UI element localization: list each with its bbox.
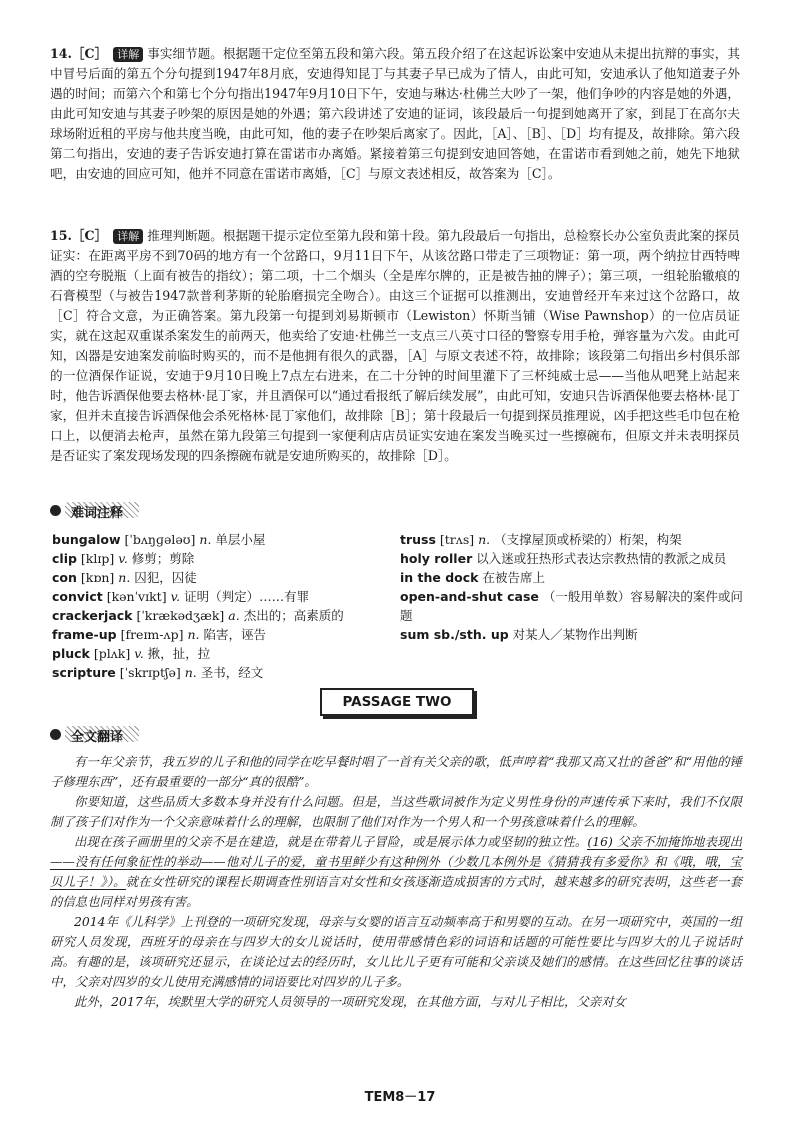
vocab-def: 单层小屋	[215, 532, 266, 547]
vocab-entry	[400, 530, 745, 549]
vocab-def: 在被告席上	[482, 570, 545, 585]
vocab-pos: v.	[170, 589, 181, 604]
page-footer: TEM8－17	[364, 1090, 436, 1105]
vocab-def: 修剪；剪除	[131, 551, 195, 566]
vocab-pos: v.	[118, 551, 128, 566]
translation-body	[50, 752, 742, 1012]
vocab-def: 揪，扯，拉	[147, 646, 211, 661]
vocab-pos: a.	[228, 608, 240, 623]
vocab-heading-label: 难词注释	[65, 502, 139, 518]
translation-heading	[50, 726, 139, 745]
vocab-def: 对某人／某物作出判断	[512, 627, 638, 642]
vocab-entry	[52, 606, 392, 625]
vocab-phon: [freɪm-ʌp]	[120, 627, 184, 642]
vocab-def: （一般用单数）容易解决的案件或问题	[400, 589, 743, 623]
vocab-pos: n.	[118, 570, 131, 585]
vocab-word: truss	[400, 532, 436, 547]
vocab-entry	[400, 625, 745, 644]
vocab-pos: n.	[199, 532, 212, 547]
translation-paragraph	[50, 832, 742, 912]
vocab-def: 证明（判定）……有罪	[184, 589, 310, 604]
vocab-pos: n.	[184, 665, 197, 680]
vocab-def: 圣书，经文	[200, 665, 264, 680]
vocab-phon: [trʌs]	[439, 532, 475, 547]
vocab-word: scripture	[52, 665, 116, 680]
vocab-heading	[50, 502, 139, 521]
vocab-def: 陷害，诬告	[203, 627, 266, 642]
vocab-word: frame-up	[52, 627, 117, 642]
detail-tag: 详解	[113, 229, 143, 244]
vocab-entry	[400, 587, 745, 625]
translation-sentence: 就在女性研究的课程长期调查性别语言对女性和女孩逐渐造成损害的方式时，越来越多的研究表明，这些老一套的信息也同样对男孩有害。	[50, 874, 743, 909]
vocab-def: 囚犯，囚徒	[134, 570, 197, 585]
vocab-def: 以入迷或狂热形式表达宗教热情的教派之成员	[476, 551, 727, 566]
vocab-entry	[52, 625, 392, 644]
translation-sentence: 出现在孩子画册里的父亲不是在建造，就是在带着儿子冒险，或是展示体力或坚韧的独立性。	[74, 834, 588, 849]
vocab-entry	[52, 644, 392, 663]
detail-tag: 详解	[113, 47, 143, 62]
vocab-phon: [klɪp]	[80, 551, 115, 566]
vocab-entry	[52, 587, 392, 606]
vocab-list-left	[52, 530, 392, 682]
vocab-phon: [ˈbʌŋɡələʊ]	[124, 532, 196, 547]
bullet-icon	[50, 729, 61, 740]
translation-paragraph: 有一年父亲节，我五岁的儿子和他的同学在吃早餐时唱了一首有关父亲的歌，低声哼着“我那又高又壮的爸爸”和“用他的锤子修理东西”，还有最重要的一部分“真的很酷”。	[50, 754, 742, 789]
vocab-word: holy roller	[400, 551, 473, 566]
vocab-word: sum sb./sth. up	[400, 627, 509, 642]
vocab-entry	[400, 568, 745, 587]
vocab-word: in the dock	[400, 570, 479, 585]
vocab-pos: n.	[478, 532, 491, 547]
vocab-phon: [ˈkrækədʒæk]	[136, 608, 225, 623]
answer-explanation: 事实细节题。根据题干定位至第五段和第六段。第五段介绍了在这起诉讼案中安迪从未提出抗辩的事实，其中冒号后面的第五个分句提到1947年8月底，安迪得知昆丁与其妻子早已成为了情人，由此可知，安迪承认了他知道妻子外遇的时间；而第六个和第七个分句指出1947年9月10日下午，安迪与琳达·杜佛兰大吵了一架，他们争吵的内容是她的外遇，由此可知安迪与其妻子吵架的原因是她的外遇；第六段讲述了安迪的证词，该段最后一句提到她离开了家，到昆丁在高尔夫球场附近租的平房与他共度当晚，由此可知，他的妻子在吵架后离家了。因此，［A］、［B］、［D］均有提及，故排除。第六段第二句指出，安迪的妻子告诉安迪打算在雷诺市办离婚。紧接着第三句提到安迪回答她，在雷诺市看到她之前，她先下地狱吧，由安迪的回应可知，他并不同意在雷诺市离婚，［C］与原文表述相反，故答案为［C］。	[50, 46, 741, 181]
passage-title: PASSAGE TWO	[320, 688, 474, 716]
underlined-sentence-16: (16) 父亲不加掩饰地表现出——没有任何象征性的举动——他对儿子的爱，童书里鲜少有这种例外（少数几本例外是《猜猜我有多爱你》和《哦，哦，宝贝儿子！》）。	[50, 834, 743, 889]
vocab-phon: [kɒn]	[80, 570, 115, 585]
translation-paragraph: 此外，2017年，埃默里大学的研究人员领导的一项研究发现，在其他方面，与对儿子相比，父亲对女	[74, 994, 626, 1009]
vocab-phon: [kənˈvɪkt]	[106, 589, 167, 604]
vocab-pos: n.	[187, 627, 200, 642]
vocab-phon: [plʌk]	[93, 646, 131, 661]
vocab-word: convict	[52, 589, 103, 604]
vocab-entry	[52, 663, 392, 682]
answer-number: 14.［C］	[50, 46, 108, 61]
answer-15	[50, 226, 740, 466]
vocab-word: pluck	[52, 646, 90, 661]
vocab-word: bungalow	[52, 532, 121, 547]
vocab-word: con	[52, 570, 77, 585]
translation-paragraph: 你要知道，这些品质大多数本身并没有什么问题。但是，当这些歌词被作为定义男性身份的声速传承下来时，我们不仅限制了孩子们对作为一个父亲意味着什么的理解，也限制了他们对作为一个男人和一个男孩意味着什么的理解。	[50, 794, 742, 829]
vocab-phon: [ˈskrɪptʃə]	[119, 665, 181, 680]
vocab-entry	[52, 568, 392, 587]
vocab-word: crackerjack	[52, 608, 133, 623]
vocab-entry	[400, 549, 745, 568]
vocab-def: （支撑屋顶或桥梁的）桁架，构架	[494, 532, 682, 547]
vocab-list-right	[400, 530, 745, 644]
answer-number: 15.［C］	[50, 228, 108, 243]
vocab-word: open-and-shut case	[400, 589, 539, 604]
bullet-icon	[50, 505, 61, 516]
answer-explanation: 推理判断题。根据题干提示定位至第九段和第十段。第九段最后一句指出，总检察长办公室负责此案的探员证实：在距离平房不到70码的地方有一个岔路口，9月11日下午，从该岔路口带走了三项物证：第一项，两个纳拉甘西特啤酒的空夸脱瓶（上面有被告的指纹）；第二项，十二个烟头（全是库尔牌的，正是被告抽的牌子）；第三项，一组轮胎辙痕的石膏模型（与被告1947款普利茅斯的轮胎磨损完全吻合）。由这三个证据可以推测出，安迪曾经开车来过这个岔路口，故［C］符合文意，为正确答案。第九段第一句提到刘易斯顿市（Lewiston）怀斯当铺（Wise Pawnshop）的一位店员证实，就在这起双重谋杀案发生的前两天，他卖给了安迪·杜佛兰一支点三八英寸口径的警察专用手枪，弹容量为六发。由此可知，凶器是安迪案发前临时购买的，而不是他拥有很久的武器，［A］与原文表述不符，故排除；该段第二句指出乡村俱乐部的一位酒保作证说，安迪于9月10日晚上7点左右进来，在二十分钟的时间里灌下了三杯纯威士忌——当他从吧凳上站起来时，他告诉酒保他要去格林·昆丁家，并且酒保可以“通过看报纸了解后续发展”，由此可知，安迪只告诉酒保他要去格林·昆丁家，但并未直接告诉酒保他会杀死格林·昆丁家他们，故排除［B］；第十段最后一句提到探员推理说，凶手把这些毛巾包在枪口上，以便消去枪声，虽然在第九段第三句提到一家便利店店员证实安迪在案发当晚买过一些擦碗布，但原文并未表明探员是否证实了案发现场发现的四条擦碗布就是安迪所购买的，故排除［D］。	[50, 228, 741, 463]
vocab-entry	[52, 530, 392, 549]
vocab-def: 杰出的；高素质的	[243, 608, 344, 623]
vocab-pos: v.	[134, 646, 144, 661]
translation-paragraph: 2014年《儿科学》上刊登的一项研究发现，母亲与女婴的语言互动频率高于和男婴的互动。在另一项研究中，英国的一组研究人员发现，西班牙的母亲在与四岁大的女儿说话时，使用带感情色彩的词语和话题的可能性要比与四岁大的儿子说话时高。有趣的是，该项研究还显示，在谈论过去的经历时，女儿比儿子更有可能和父亲谈及她们的感情。在这些回忆往事的谈话中，父亲对四岁的女儿使用充满感情的词语要比对四岁的儿子多。	[50, 914, 742, 989]
vocab-word: clip	[52, 551, 77, 566]
translation-heading-label: 全文翻译	[65, 726, 139, 742]
answer-14	[50, 44, 740, 184]
vocab-entry	[52, 549, 392, 568]
